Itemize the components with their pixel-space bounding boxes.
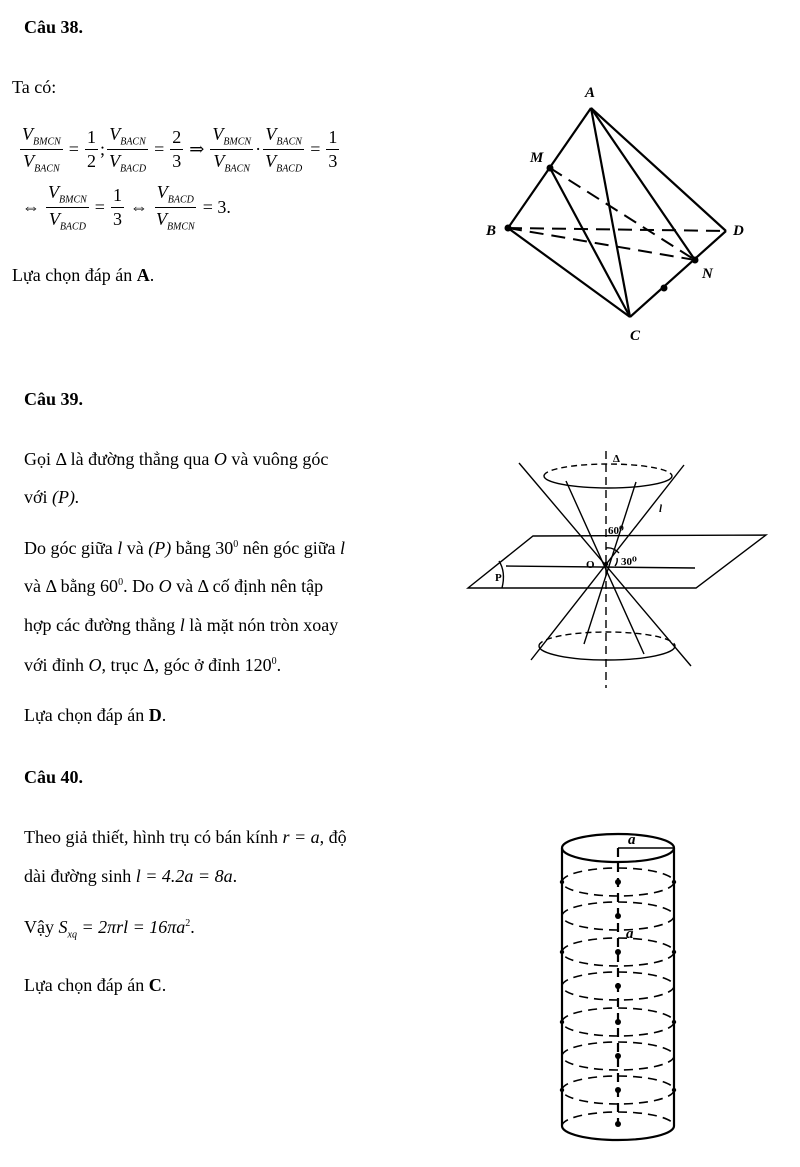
label-M: M (530, 150, 544, 166)
fraction: $\frac{V_{BACN}}{V_{BACD}}$ (108, 124, 147, 175)
q39-para2-line2: và Δ bằng $60^0$. Do O và Δ cố định nên tập (24, 576, 324, 596)
q40-heading: Câu 40. (24, 767, 84, 787)
fraction: $\frac{V_{BACD}}{V_{BMCN}}$ (155, 182, 195, 233)
label-O: O (586, 559, 595, 571)
q40-para1: Theo giả thiết, hình trụ có bán kính r = a, độ (24, 827, 347, 847)
lower-ellipse-back (539, 632, 675, 646)
label-A: A (585, 85, 596, 101)
fraction: $\frac{1}{3}$ (112, 184, 122, 229)
double-cone-figure (466, 448, 778, 692)
q39-para2-line3: hợp các đường thẳng l là mặt nón tròn xoay (24, 615, 339, 635)
point-B (505, 225, 512, 232)
point-N (692, 257, 699, 264)
edge-BD-hidden (508, 228, 726, 231)
edge-point (672, 950, 676, 954)
tetrahedron-figure (478, 78, 758, 353)
label-D: D (733, 223, 744, 239)
fraction: $\frac{V_{BMCN}}{V_{BACN}}$ (22, 124, 61, 175)
upper-ellipse-front (544, 476, 672, 488)
q40-answer: Lựa chọn đáp án C. (24, 975, 167, 995)
lower-ellipse-front (539, 646, 675, 660)
q40-para2: dài đường sinh l = 4.2a = 8a. (24, 866, 238, 886)
axis-point (615, 879, 621, 885)
axis-point (615, 949, 621, 955)
edge-point (560, 950, 564, 954)
axis-point (615, 913, 621, 919)
q38-equation-line-2: ⇔ $\frac{V_{BMCN}}{V_{BACD}}$ = $\frac{1}{3}$ ⇔ $\frac{V_{BACD}}{V_{BMCN}}$ = 3. (22, 182, 231, 233)
segment-BN-hidden (508, 228, 695, 260)
q38-intro: Ta có: (12, 77, 57, 97)
label-delta: Δ (613, 453, 620, 465)
edge-point (560, 1020, 564, 1024)
axis-point (615, 1019, 621, 1025)
label-angle-30: 30⁰ (621, 556, 637, 568)
edge-BC (508, 228, 630, 317)
edge-point (560, 1088, 564, 1092)
edge-point (560, 880, 564, 884)
label-a-mid: a (626, 926, 634, 942)
axis-point (615, 1121, 621, 1127)
axis-point (615, 1087, 621, 1093)
segment-MC (550, 168, 630, 317)
q39-para1-line1: Gọi Δ là đường thẳng qua O và vuông góc (24, 449, 329, 469)
label-P: P (495, 572, 502, 584)
q38-heading: Câu 38. (24, 17, 84, 37)
label-a-top: a (628, 832, 636, 848)
q39-para2-line4: với đỉnh O, trục Δ, góc ở đỉnh $120^0$. (24, 655, 282, 675)
fraction: $\frac{1}{3}$ (328, 126, 338, 171)
edge-point (672, 1020, 676, 1024)
q39-heading: Câu 39. (24, 389, 84, 409)
q39-para2-line1: Do góc giữa l và (P) bằng $30^0$ nên góc giữa l (24, 538, 345, 558)
upper-ellipse-back (544, 464, 672, 476)
fraction: $\frac{V_{BACN}}{V_{BACD}}$ (265, 124, 303, 175)
segment-AN (591, 108, 695, 260)
bottom-ellipse-front (562, 1126, 674, 1140)
edge-point (672, 880, 676, 884)
q39-para1-line2: với (P). (24, 487, 80, 507)
axis-point (615, 1053, 621, 1059)
label-angle-60: 60⁰ (608, 525, 624, 537)
label-B: B (486, 223, 497, 239)
label-C: C (630, 328, 641, 344)
q39-answer: Lựa chọn đáp án D. (24, 705, 167, 725)
point-O (604, 562, 608, 566)
angle-arc-30 (615, 558, 617, 566)
plane-line (506, 566, 695, 568)
q38-answer: Lựa chọn đáp án A. (12, 265, 155, 285)
angle-arc-60 (606, 548, 619, 553)
label-N: N (702, 266, 713, 282)
fraction: $\frac{V_{BMCN}}{V_{BACD}}$ (48, 182, 87, 233)
cylinder-figure (550, 826, 690, 1150)
point-M (547, 165, 554, 172)
point-midpoint (661, 285, 668, 292)
edge-point (672, 1088, 676, 1092)
fraction: $\frac{V_{BMCN}}{V_{BACN}}$ (212, 124, 252, 175)
axis-point (615, 983, 621, 989)
fraction: $\frac{2}{3}$ (172, 126, 182, 171)
q38-equation-line-1: $\frac{V_{BMCN}}{V_{BACN}}$ = $\frac{1}{2}$ ; $\frac{V_{BACN}}{V_{BACD}}$ = $\frac{2}{3}$ ⇒ $\frac{V_{BMCN}}{V_{BACN}}$ · $\frac{V_{BACN}}{V_{BACD}}$ = $\frac{1}{3}$ (22, 124, 338, 175)
label-l: l (659, 503, 663, 515)
fraction: $\frac{1}{2}$ (86, 126, 96, 171)
q40-para3: Vậy $S_{xq} = 2\pi rl = 16\pi a^2$. (24, 917, 195, 941)
